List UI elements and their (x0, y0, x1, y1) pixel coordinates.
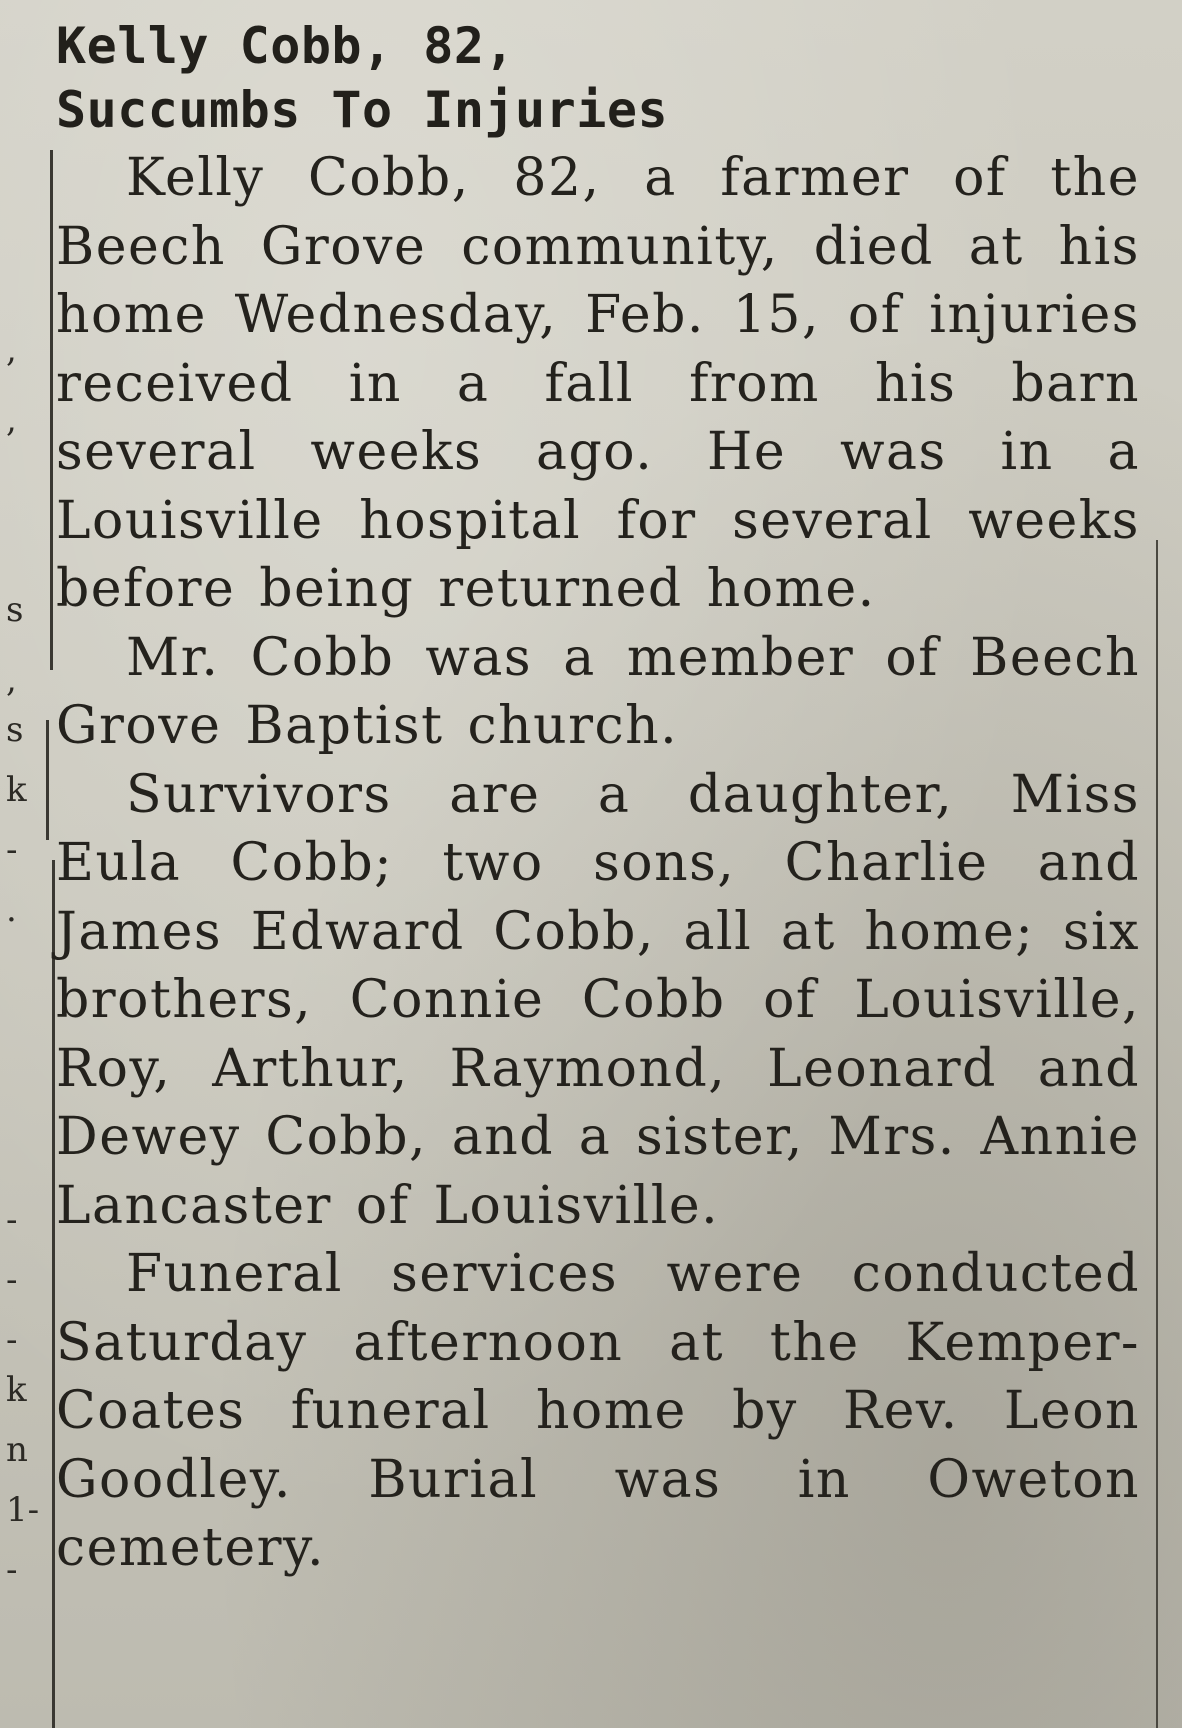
fragment: - (6, 1260, 18, 1300)
column-rule-right (1156, 540, 1158, 1728)
fragment: , (6, 660, 17, 700)
paragraph-survivors: Survivors are a daughter, Miss Eula Cobb; two sons, Charlie and James Edward Cobb, all at home; six brothers, Connie Cobb of Louisville, Roy, Arthur, Raymond, Leonard and Dewey Cobb, and a sister, Mrs. Annie Lancaster of Louisville. (56, 764, 1140, 1236)
fragment: n (6, 1430, 28, 1470)
fragment: k (6, 770, 27, 810)
paragraph-death-notice: Kelly Cobb, 82, a farmer of the Beech Grove community, died at his home Wednesday, Feb. 15, of injuries received in a fall from his barn several weeks ago. He was in a Louisville hospital for several weeks before being returned home. (56, 148, 1140, 619)
headline-line-1: Kelly Cobb, 82, (56, 17, 516, 75)
fragment: , (6, 330, 17, 370)
column-rule-left (46, 720, 49, 840)
paragraph-church: Mr. Cobb was a member of Beech Grove Baptist church. (56, 627, 1140, 756)
headline (56, 14, 1140, 142)
fragment: k (6, 1370, 27, 1410)
fragment: 1- (6, 1490, 40, 1530)
article-body (56, 144, 1140, 1583)
headline-line-2: Succumbs To Injuries (56, 81, 669, 139)
adjacent-column-fragments (0, 0, 40, 1728)
fragment: s (6, 590, 24, 630)
obituary-article (56, 14, 1140, 1583)
paragraph-funeral: Funeral services were conducted Saturday afternoon at the Kemper-Coates funeral home by Rev. Leon Goodley. Burial was in Oweton cemetery. (56, 1244, 1140, 1578)
fragment: - (6, 1200, 18, 1240)
column-rule-left (50, 150, 53, 670)
fragment: - (6, 830, 18, 870)
fragment: - (6, 1550, 18, 1590)
fragment: . (6, 890, 17, 930)
fragment: - (6, 1320, 18, 1360)
column-rule-left (52, 860, 55, 1728)
fragment: s (6, 710, 24, 750)
fragment: , (6, 400, 17, 440)
